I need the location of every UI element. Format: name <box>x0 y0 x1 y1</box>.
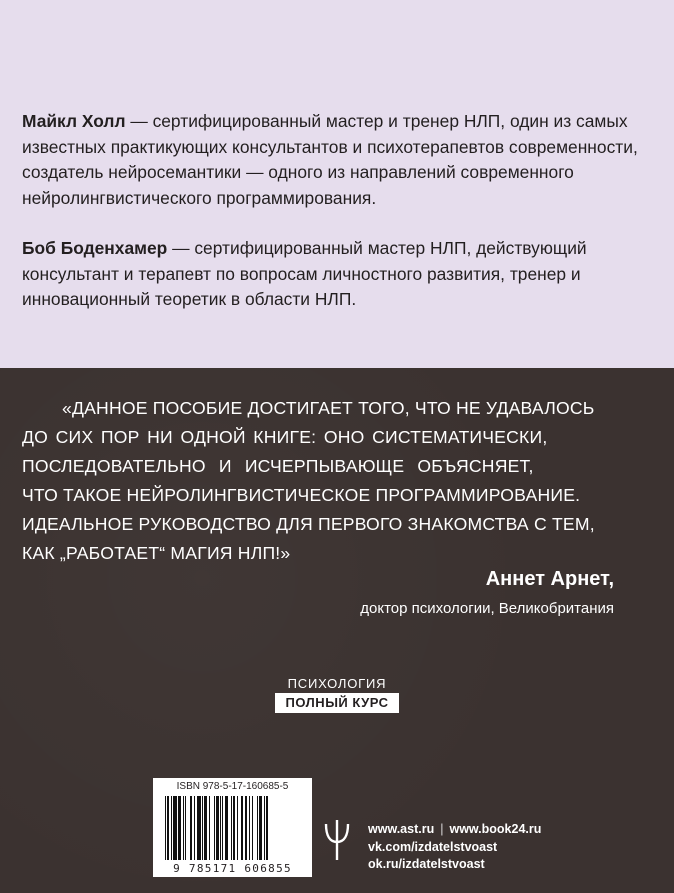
author-bio-bodenhamer <box>22 236 652 313</box>
isbn-text: ISBN 978-5-17-160685-5 <box>176 781 289 792</box>
quote-line: ИДЕАЛЬНОЕ РУКОВОДСТВО ДЛЯ ПЕРВОГО ЗНАКОМСТВА С ТЕМ, <box>22 514 595 534</box>
quote-author: Аннет Арнет, <box>485 568 614 590</box>
author-bio-panel <box>0 0 674 368</box>
quote-author-role: доктор психологии, Великобритания <box>360 600 614 617</box>
separator: | <box>440 822 444 836</box>
website-link[interactable]: www.ast.ru <box>368 822 435 836</box>
quote-line: ДО СИХ ПОР НИ ОДНОЙ КНИГЕ: ОНО СИСТЕМАТИЧЕСКИ, <box>22 427 548 447</box>
barcode-number: 9 785171 606855 <box>173 862 292 875</box>
author-description: — сертифицированный мастер НЛП, действующий консультант и терапевт по вопросам личностного развития, тренер и инновационный теоретик в области НЛП. <box>22 238 587 309</box>
psi-icon <box>323 818 351 862</box>
website-link[interactable]: www.book24.ru <box>449 822 542 836</box>
author-bio-hall <box>22 109 652 211</box>
series-badge: ПОЛНЫЙ КУРС <box>275 693 399 713</box>
isbn-barcode <box>153 778 312 877</box>
barcode-bars <box>165 796 302 860</box>
author-name: Боб Боденхамер <box>22 238 168 258</box>
author-name: Майкл Холл <box>22 111 126 131</box>
series-label: ПСИХОЛОГИЯ <box>287 676 387 691</box>
quote-line: КАК „РАБОТАЕТ“ МАГИЯ НЛП!» <box>22 543 291 563</box>
vk-link[interactable]: vk.com/izdatelstvoast <box>368 840 498 854</box>
quote-line: ЧТО ТАКОЕ НЕЙРОЛИНГВИСТИЧЕСКОЕ ПРОГРАММИРОВАНИЕ. <box>22 485 581 505</box>
testimonial-quote <box>0 398 674 588</box>
publisher-websites <box>368 822 541 836</box>
author-description: — сертифицированный мастер и тренер НЛП, один из самых известных практикующих консультантов и психотерапевтов современности, создатель нейросемантики — одного из направлений современного нейролингвистического программирования. <box>22 111 638 208</box>
quote-line: ПОСЛЕДОВАТЕЛЬНО И ИСЧЕРПЫВАЮЩЕ ОБЪЯСНЯЕТ, <box>22 456 534 476</box>
ok-link[interactable]: ok.ru/izdatelstvoast <box>368 857 485 871</box>
quote-line: «ДАННОЕ ПОСОБИЕ ДОСТИГАЕТ ТОГО, ЧТО НЕ УДАВАЛОСЬ <box>62 398 595 418</box>
